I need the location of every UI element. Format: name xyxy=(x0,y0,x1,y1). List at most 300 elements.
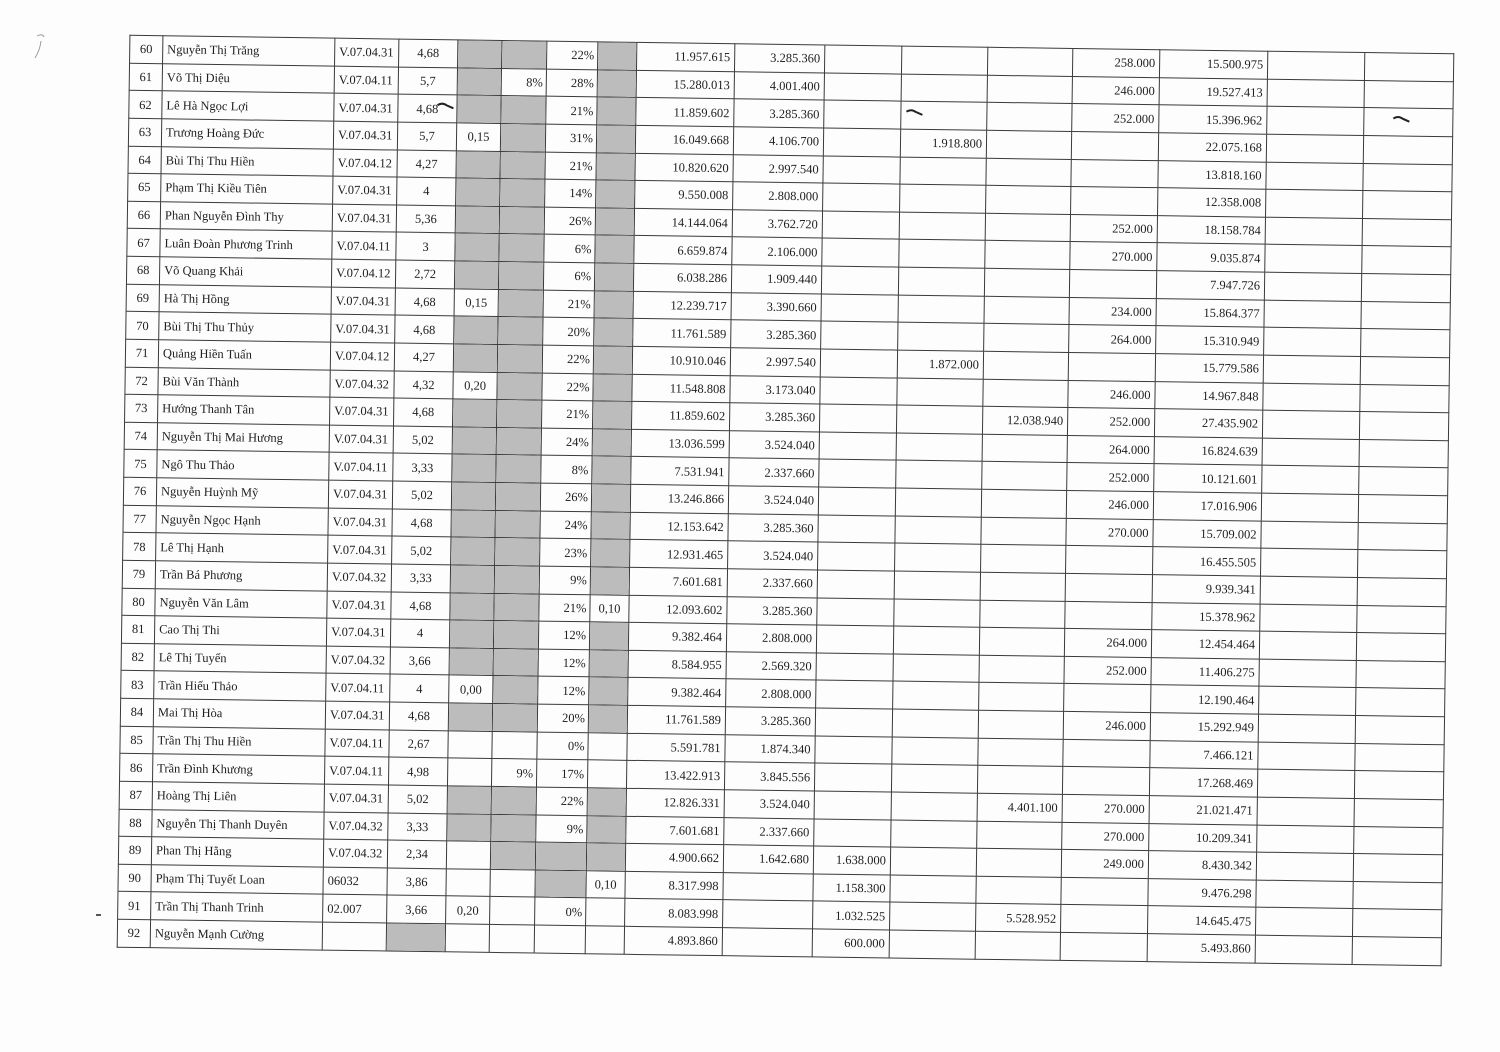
amount-cell xyxy=(981,489,1066,518)
amount-text: 3.285.360 xyxy=(765,410,816,425)
empty-cell xyxy=(1361,329,1450,358)
row-number-cell xyxy=(127,229,160,257)
name-text: Nguyễn Ngọc Hạnh xyxy=(160,512,261,528)
coefficient-cell xyxy=(391,564,450,592)
grade-code-text: V.07.04.31 xyxy=(332,542,387,558)
grade-code-text: V.07.04.11 xyxy=(338,72,393,88)
grade-code-cell xyxy=(330,370,394,399)
empty-cell xyxy=(1355,715,1444,744)
amount-cell xyxy=(981,544,1066,573)
coefficient-text: 4,68 xyxy=(409,598,432,613)
value-text: 0,20 xyxy=(464,378,487,393)
value-cell xyxy=(446,841,490,869)
amount-cell xyxy=(733,154,823,183)
coefficient-cell xyxy=(388,785,447,813)
row-number-text: 66 xyxy=(137,207,151,223)
rate-cell xyxy=(501,68,546,96)
amount-cell xyxy=(1064,656,1151,685)
rate-cell xyxy=(542,345,593,373)
coefficient-text: 3,33 xyxy=(409,570,432,586)
amount-cell xyxy=(624,926,722,955)
rate-cell xyxy=(536,815,587,843)
rate-cell xyxy=(493,621,538,649)
value-cell xyxy=(451,509,495,537)
coefficient-text: 4 xyxy=(416,626,424,641)
value-cell xyxy=(451,482,495,510)
amount-text: 12.153.642 xyxy=(667,519,724,535)
amount-cell xyxy=(726,679,816,708)
total-text: 21.021.471 xyxy=(1196,802,1253,818)
value-cell xyxy=(457,68,501,96)
amount-cell xyxy=(821,321,898,350)
amount-cell xyxy=(897,350,983,379)
rate-cell xyxy=(500,179,545,207)
total-text: 15.396.962 xyxy=(1206,112,1263,128)
value-cell xyxy=(451,537,495,565)
name-cell xyxy=(159,257,331,287)
total-text: 16.824.639 xyxy=(1201,443,1258,459)
value-cell xyxy=(446,896,490,924)
empty-cell xyxy=(1352,909,1441,938)
value-cell xyxy=(453,371,497,399)
amount-cell xyxy=(1072,104,1159,133)
amount-text: 1.918.800 xyxy=(931,136,983,151)
amount-cell xyxy=(733,127,823,156)
row-number-cell xyxy=(125,339,158,367)
amount-cell xyxy=(630,484,728,513)
grade-code-text: V.07.04.32 xyxy=(330,652,386,668)
coefficient-text: 5,7 xyxy=(419,73,436,89)
rate-cell xyxy=(536,787,587,815)
rate-cell xyxy=(535,842,586,870)
total-cell xyxy=(1152,547,1260,576)
coefficient-cell xyxy=(397,150,456,178)
value-cell xyxy=(588,705,627,733)
grade-code-text: V.07.04.31 xyxy=(334,404,389,419)
empty-cell xyxy=(1255,935,1352,964)
grade-code-cell xyxy=(331,287,395,316)
name-text: Nguyễn Thị Mai Hương xyxy=(161,429,284,446)
amount-cell xyxy=(890,902,976,931)
name-text: Nguyễn Thị Thanh Duyên xyxy=(156,816,288,832)
rate-cell xyxy=(489,924,534,952)
grade-code-cell xyxy=(331,314,395,343)
coefficient-text: 4,68 xyxy=(410,515,433,531)
name-text: Luân Đoàn Phương Trinh xyxy=(164,236,293,252)
row-number-text: 87 xyxy=(129,788,143,803)
rate-cell xyxy=(538,676,589,704)
empty-cell xyxy=(1359,439,1448,468)
grade-code-cell xyxy=(334,66,398,95)
amount-cell xyxy=(976,848,1061,877)
amount-cell xyxy=(635,125,733,154)
amount-cell xyxy=(724,790,814,819)
grade-code-cell xyxy=(332,232,396,261)
amount-text: 1.874.340 xyxy=(760,741,811,757)
row-number-text: 84 xyxy=(130,705,144,720)
empty-cell xyxy=(1262,466,1359,495)
amount-cell xyxy=(726,624,816,653)
amount-cell xyxy=(897,378,983,407)
total-text: 27.435.902 xyxy=(1201,416,1259,432)
total-cell xyxy=(1159,50,1267,79)
empty-cell xyxy=(1364,80,1453,109)
grade-code-cell xyxy=(324,812,388,841)
amount-cell xyxy=(634,208,732,237)
value-text: 0,10 xyxy=(594,877,617,892)
empty-cell xyxy=(1261,493,1358,522)
grade-code-cell xyxy=(327,591,391,620)
value-text: 0,15 xyxy=(465,295,488,310)
amount-cell xyxy=(625,871,723,900)
rate-text: 6% xyxy=(574,241,592,256)
total-text: 8.430.342 xyxy=(1201,858,1253,873)
amount-text: 252.000 xyxy=(1108,470,1150,485)
amount-text: 1.032.525 xyxy=(835,908,886,924)
value-cell xyxy=(590,594,629,622)
grade-code-text: V.07.04.31 xyxy=(331,625,386,640)
amount-cell xyxy=(1066,518,1153,547)
amount-cell xyxy=(981,517,1066,546)
name-text: Trần Thị Thanh Trinh xyxy=(155,898,264,915)
value-text: 0,00 xyxy=(459,682,482,697)
empty-cell xyxy=(1354,826,1443,855)
name-text: Hà Thị Hồng xyxy=(163,291,230,307)
amount-cell xyxy=(630,540,728,569)
amount-cell xyxy=(723,872,813,901)
rate-cell xyxy=(497,372,542,400)
coefficient-cell xyxy=(395,288,454,316)
amount-cell xyxy=(1067,435,1154,464)
name-text: Phạm Thị Kiều Tiên xyxy=(165,180,267,197)
rate-text: 31% xyxy=(570,131,594,146)
coefficient-text: 3,66 xyxy=(408,653,431,669)
name-text: Bùi Thị Thu Thủy xyxy=(163,318,255,335)
value-cell xyxy=(452,399,496,427)
amount-text: 252.000 xyxy=(1113,111,1155,126)
grade-code-text: V.07.04.32 xyxy=(327,846,383,861)
value-cell xyxy=(586,871,625,899)
rate-cell xyxy=(540,483,591,511)
amount-cell xyxy=(891,764,977,793)
amount-cell xyxy=(722,928,812,957)
value-cell xyxy=(592,401,631,429)
amount-cell xyxy=(1068,380,1155,409)
row-number-cell xyxy=(127,201,160,229)
value-cell xyxy=(456,178,500,206)
amount-text: 13.422.913 xyxy=(663,767,721,783)
empty-cell xyxy=(1257,769,1354,798)
row-number-text: 81 xyxy=(131,622,145,637)
empty-cell xyxy=(1354,771,1443,800)
amount-cell xyxy=(1072,48,1159,77)
empty-cell xyxy=(1262,438,1359,467)
amount-cell xyxy=(633,291,731,320)
name-text: Nguyễn Văn Lâm xyxy=(159,595,249,611)
rate-cell xyxy=(539,566,590,594)
amount-cell xyxy=(730,375,820,404)
row-number-cell xyxy=(123,477,156,505)
amount-text: 16.049.668 xyxy=(672,132,730,148)
amount-cell xyxy=(635,153,733,182)
grade-code-cell xyxy=(326,673,390,702)
coefficient-text: 5,02 xyxy=(411,488,434,503)
amount-text: 2.997.540 xyxy=(765,354,817,370)
name-text: Trần Thị Thu Hiền xyxy=(157,733,252,749)
name-text: Hướng Thanh Tân xyxy=(162,401,255,418)
amount-cell xyxy=(900,129,986,158)
rate-text: 21% xyxy=(566,407,590,422)
name-cell xyxy=(155,561,327,591)
value-cell xyxy=(595,208,634,236)
total-cell xyxy=(1157,215,1265,244)
total-cell xyxy=(1159,77,1267,106)
total-cell xyxy=(1147,906,1255,935)
amount-cell xyxy=(1064,629,1151,658)
value-cell xyxy=(589,677,628,705)
coefficient-text: 5,02 xyxy=(406,791,429,807)
amount-cell xyxy=(818,542,895,571)
grade-code-cell xyxy=(325,729,389,758)
amount-cell xyxy=(823,183,900,212)
amount-cell xyxy=(1060,905,1147,934)
rate-cell xyxy=(540,511,591,539)
amount-text: 2.106.000 xyxy=(767,244,818,260)
amount-text: 4.893.860 xyxy=(667,933,718,949)
empty-cell xyxy=(1356,660,1445,689)
value-cell xyxy=(449,648,493,676)
coefficient-cell xyxy=(390,619,449,647)
rate-cell xyxy=(544,207,595,235)
row-number-cell xyxy=(123,505,156,533)
name-text: Ngô Thu Thảo xyxy=(161,456,235,472)
amount-cell xyxy=(813,901,890,930)
rate-cell xyxy=(496,455,541,483)
total-cell xyxy=(1158,188,1266,217)
empty-cell xyxy=(1266,134,1363,163)
grade-code-text: V.07.04.32 xyxy=(331,569,387,585)
name-text: Lê Thị Hạnh xyxy=(160,539,225,555)
amount-text: 270.000 xyxy=(1103,829,1145,844)
coefficient-text: 5,02 xyxy=(410,543,433,558)
row-number-cell xyxy=(118,892,151,920)
amount-cell xyxy=(891,820,977,849)
value-cell xyxy=(456,123,500,151)
coefficient-text: 4,68 xyxy=(417,46,440,61)
coefficient-text: 5,7 xyxy=(419,129,435,144)
empty-cell xyxy=(1362,246,1451,275)
amount-cell xyxy=(978,738,1063,767)
coefficient-text: 3,66 xyxy=(405,902,428,917)
coefficient-cell xyxy=(392,481,451,509)
amount-cell xyxy=(817,597,894,626)
grade-code-text: V.07.04.31 xyxy=(331,597,386,613)
coefficient-text: 4,68 xyxy=(413,294,436,310)
amount-cell xyxy=(731,265,821,294)
rate-cell xyxy=(541,428,592,456)
amount-text: 234.000 xyxy=(1110,304,1152,320)
total-text: 15.292.949 xyxy=(1197,720,1254,735)
rate-text: 20% xyxy=(567,324,591,339)
pen-mark-icon xyxy=(1392,116,1410,125)
row-number-cell xyxy=(125,367,158,395)
amount-text: 252.000 xyxy=(1109,414,1151,430)
name-cell xyxy=(157,450,329,480)
name-text: Hoàng Thị Liên xyxy=(156,788,237,804)
amount-text: 14.144.064 xyxy=(671,215,728,231)
value-cell xyxy=(597,42,636,70)
amount-cell xyxy=(625,843,723,872)
amount-text: 10.820.620 xyxy=(672,160,729,175)
amount-text: 11.859.602 xyxy=(669,408,726,424)
rate-cell xyxy=(543,317,594,345)
name-cell xyxy=(150,920,322,950)
grade-code-text: V.07.04.32 xyxy=(334,376,389,392)
rate-cell xyxy=(536,759,587,787)
row-number-cell xyxy=(128,173,161,201)
coefficient-text: 4 xyxy=(416,681,423,696)
amount-cell xyxy=(628,678,726,707)
name-cell xyxy=(162,63,334,93)
name-text: Bùi Thị Thu Hiền xyxy=(165,153,255,169)
total-cell xyxy=(1150,740,1258,769)
amount-cell xyxy=(626,761,724,790)
empty-cell xyxy=(1266,162,1363,191)
total-cell xyxy=(1148,851,1256,880)
amount-cell xyxy=(979,683,1064,712)
row-number-cell xyxy=(123,533,156,561)
amount-cell xyxy=(628,622,726,651)
name-cell xyxy=(161,119,333,149)
name-text: Bùi Văn Thành xyxy=(162,374,240,390)
amount-cell xyxy=(983,379,1068,408)
name-cell xyxy=(163,36,335,66)
amount-cell xyxy=(1062,822,1149,851)
empty-cell xyxy=(1267,79,1364,108)
empty-cell xyxy=(1362,191,1451,220)
value-cell xyxy=(591,511,630,539)
amount-cell xyxy=(987,47,1072,76)
value-cell xyxy=(587,788,626,816)
amount-cell xyxy=(898,295,984,324)
name-cell xyxy=(154,671,326,701)
rate-text: 21% xyxy=(569,158,593,174)
name-text: Mai Thị Hòa xyxy=(157,705,223,721)
coefficient-text: 4,68 xyxy=(413,322,436,337)
amount-cell xyxy=(728,486,818,515)
empty-cell xyxy=(1258,714,1355,743)
total-text: 14.967.848 xyxy=(1202,388,1259,404)
amount-text: 3.285.360 xyxy=(769,106,820,122)
amount-text: 252.000 xyxy=(1112,221,1153,237)
value-cell xyxy=(585,926,624,954)
amount-cell xyxy=(979,627,1064,656)
value-cell xyxy=(591,539,630,567)
amount-text: 9.382.464 xyxy=(671,629,723,645)
amount-cell xyxy=(1061,877,1148,906)
total-cell xyxy=(1156,326,1264,355)
value-cell xyxy=(453,344,497,372)
amount-cell xyxy=(629,595,727,624)
amount-cell xyxy=(731,320,821,349)
amount-cell xyxy=(814,818,891,847)
empty-cell xyxy=(1259,631,1356,660)
total-cell xyxy=(1152,602,1260,631)
row-number-text: 64 xyxy=(138,152,152,167)
rate-text: 26% xyxy=(568,214,592,229)
amount-cell xyxy=(627,705,725,734)
amount-cell xyxy=(895,543,981,572)
grade-code-text: V.07.04.11 xyxy=(330,680,385,696)
grade-code-text: V.07.04.31 xyxy=(333,431,389,447)
amount-cell xyxy=(892,709,978,738)
row-number-cell xyxy=(126,256,159,284)
empty-cell xyxy=(1266,189,1363,218)
amount-cell xyxy=(634,236,732,265)
coefficient-cell xyxy=(387,868,446,896)
total-text: 9.939.341 xyxy=(1205,582,1256,597)
name-text: Lê Hà Ngọc Lợi xyxy=(166,97,249,114)
amount-cell xyxy=(1070,214,1157,243)
rate-cell xyxy=(496,427,541,455)
row-number-text: 71 xyxy=(135,346,149,361)
row-number-cell xyxy=(122,588,155,616)
pen-mark-icon xyxy=(905,109,923,118)
amount-cell xyxy=(816,680,893,709)
empty-cell xyxy=(1255,907,1352,936)
name-cell xyxy=(152,809,324,839)
empty-cell xyxy=(1361,274,1450,303)
amount-cell xyxy=(733,182,823,211)
amount-text: 246.000 xyxy=(1109,387,1151,402)
amount-cell xyxy=(636,42,734,71)
rate-text: 12% xyxy=(563,628,587,643)
rate-cell xyxy=(499,234,544,262)
empty-cell xyxy=(1264,272,1361,301)
total-cell xyxy=(1154,436,1262,465)
empty-cell xyxy=(1358,522,1447,551)
name-cell xyxy=(153,726,325,756)
total-text: 15.310.949 xyxy=(1202,333,1260,349)
amount-text: 258.000 xyxy=(1114,55,1156,71)
grade-code-text: V.07.04.31 xyxy=(332,514,388,530)
row-number-text: 90 xyxy=(128,870,142,886)
coefficient-text: 4,98 xyxy=(407,764,430,779)
total-text: 18.158.784 xyxy=(1204,222,1261,238)
empty-cell xyxy=(1263,355,1360,384)
value-cell xyxy=(456,150,500,178)
amount-text: 600.000 xyxy=(844,936,885,951)
grade-code-cell xyxy=(330,342,394,371)
name-text: Võ Thị Diệu xyxy=(166,70,230,86)
row-number-cell xyxy=(124,450,157,478)
total-cell xyxy=(1149,795,1257,824)
total-text: 15.500.975 xyxy=(1206,57,1264,72)
coefficient-cell xyxy=(399,39,458,67)
amount-cell xyxy=(893,681,979,710)
amount-cell xyxy=(812,929,889,958)
row-number-cell xyxy=(121,643,154,671)
total-cell xyxy=(1150,713,1258,742)
coefficient-text: 4,27 xyxy=(415,156,438,171)
amount-cell xyxy=(984,268,1069,297)
amount-text: 270.000 xyxy=(1104,801,1145,817)
coefficient-cell xyxy=(388,757,447,785)
amount-cell xyxy=(980,572,1065,601)
amount-cell xyxy=(895,488,981,517)
value-cell xyxy=(587,815,626,843)
amount-text: 2.808.000 xyxy=(761,631,813,646)
